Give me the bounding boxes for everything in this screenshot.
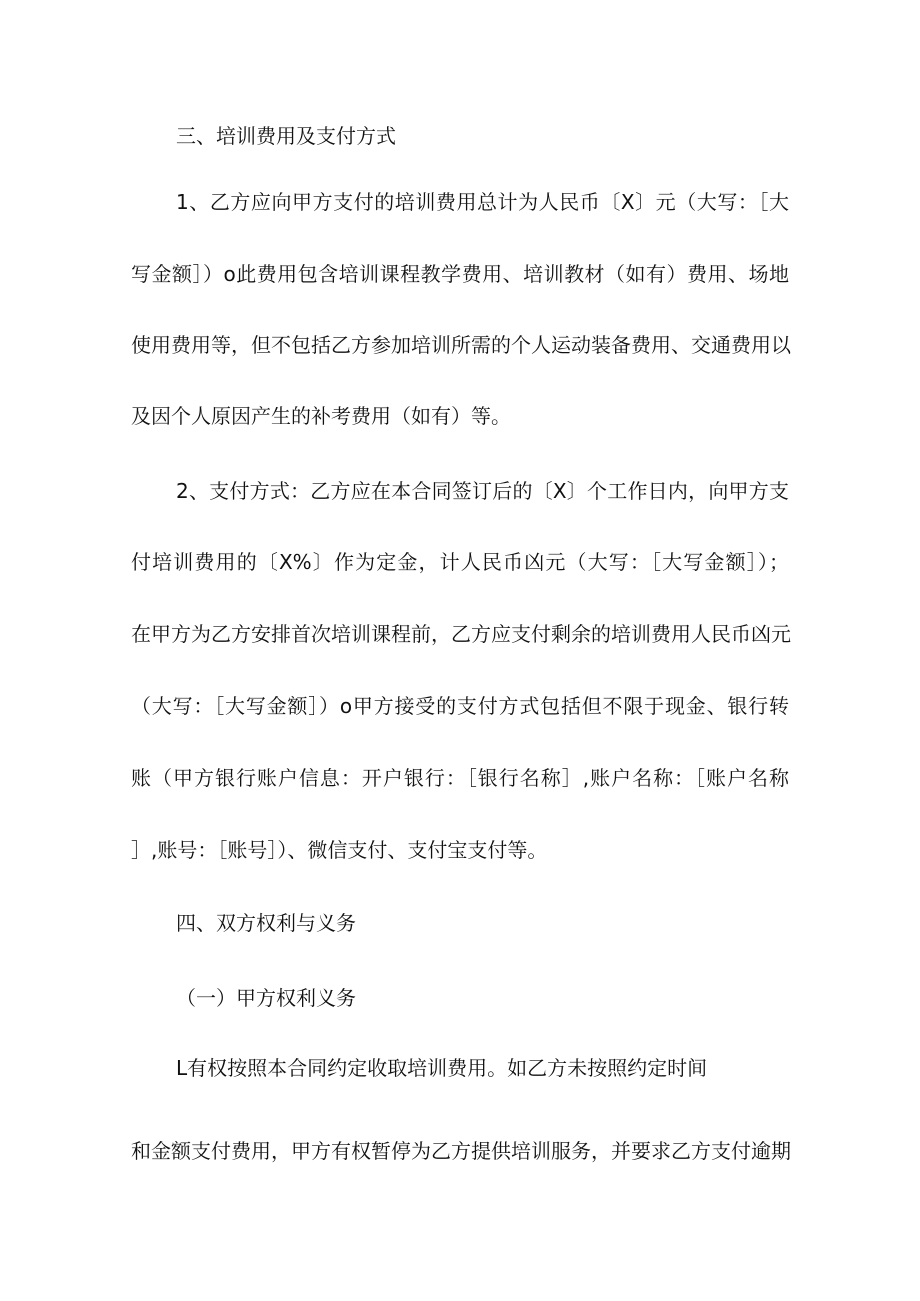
paragraph-line: 在甲方为乙方安排首次培训课程前，乙方应支付剩余的培训费用人民币凶元: [131, 622, 791, 646]
section-4-subheading: （一）甲方权利义务: [176, 986, 356, 1010]
paragraph-line: 1、乙方应向甲方支付的培训费用总计为人民币〔X〕元（大写：［大: [176, 190, 789, 214]
paragraph-line: 使用费用等，但不包括乙方参加培训所需的个人运动装备费用、交通费用以: [131, 333, 791, 357]
paragraph-line: 账（甲方银行账户信息：开户银行：［银行名称］,账户名称：［账户名称: [131, 766, 789, 790]
section-3-heading: 三、培训费用及支付方式: [176, 124, 396, 148]
paragraph-line: ］,账号：［账号］）、微信支付、支付宝支付等。: [131, 838, 548, 862]
paragraph-line: 写金额］）o此费用包含培训课程教学费用、培训教材（如有）费用、场地: [131, 262, 789, 286]
paragraph-line: 2、支付方式：乙方应在本合同签订后的〔X〕个工作日内，向甲方支: [176, 479, 789, 503]
section-4-heading: 四、双方权利与义务: [176, 911, 356, 935]
paragraph-line: 付培训费用的〔X%〕作为定金，计人民币凶元（大写：［大写金额］）；: [131, 550, 789, 574]
paragraph-line: 及因个人原因产生的补考费用（如有）等。: [131, 404, 511, 428]
paragraph-line: （大写：［大写金额］）o甲方接受的支付方式包括但不限于现金、银行转: [131, 694, 789, 718]
paragraph-line: 和金额支付费用，甲方有权暂停为乙方提供培训服务，并要求乙方支付逾期: [131, 1139, 791, 1163]
paragraph-line: L有权按照本合同约定收取培训费用。如乙方未按照约定时间: [176, 1056, 708, 1080]
